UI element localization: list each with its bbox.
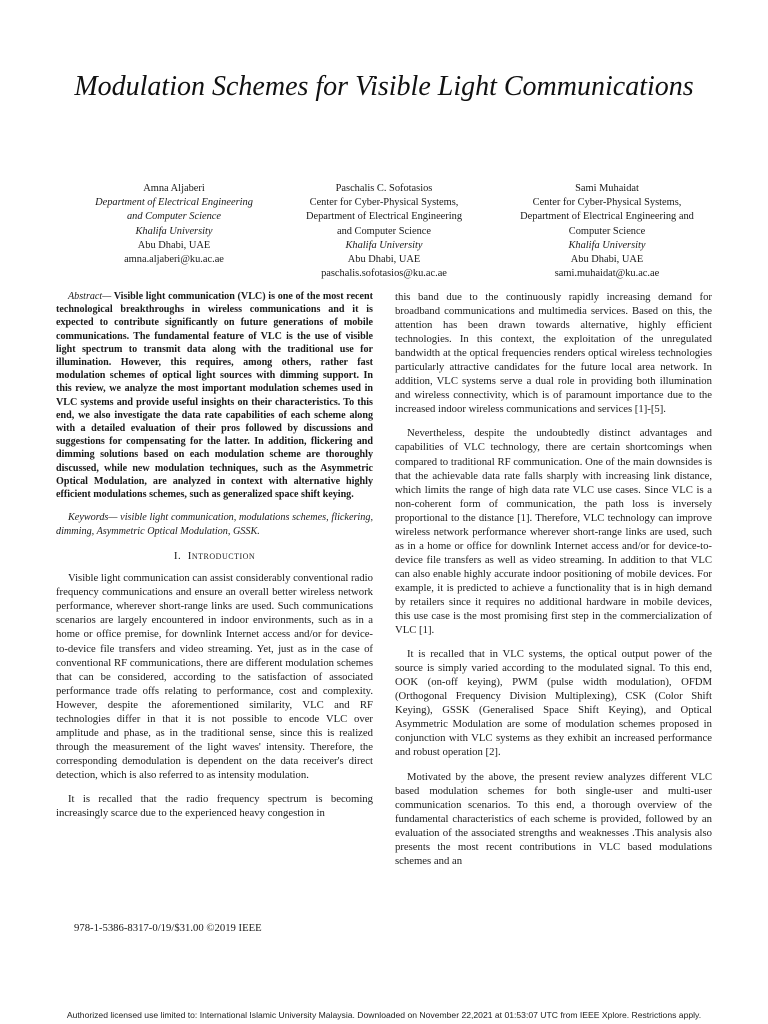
body-paragraph: It is recalled that in VLC systems, the optical output power of the source is simply varied according to the modulated signal. To this end, OOK (on-off keying), PWM (pulse width modulation), OFDM (Orthogonal Frequency Division Multiplexing), CSK (Color Shift Keying), GSSK (Generalised Space Shift Keying), and Optical Asymmetric Modulation are some of modulation schemes proposed in conjunction with VLC systems as they exhibit an increased performance and robust operation [2]. (395, 648, 712, 759)
author-affiliation: Computer Science (568, 225, 646, 237)
author-name: Sami Muhaidat (575, 183, 639, 194)
keywords: Keywords— visible light communication, modulations schemes, flickering, dimming, Asymmetric Optical Modulation, GSSK. (56, 512, 373, 538)
body-paragraph: Nevertheless, despite the undoubtedly distinct advantages and capabilities of VLC technology, there are certain shortcomings when compared to traditional RF communication. One of the main downsides is that the achievable data rate falls sharply with increasing link distance, which limits the range of high data rate VLC use cases. Since VLC is a non-coherent form of communication, the path loss is inversely proportional to the distance [1]. Therefore, VLC technology can improve wireless network performance wherever short-range links are used, such as in a home or office for downlink Internet access and/or for device-to-device file transfers as well as video streaming. In addition to that VLC can also enable highly accurate indoor positioning of mobile devices. For example, it is predicted to achieve a functionality that is in high demand by retailers since it requires no additional hardware in mobile devices, this use case is the most promising first step in the commercialization of VLC [1]. (395, 427, 712, 637)
author-affiliation: Department of Electrical Engineering (305, 211, 463, 223)
paper-title: Modulation Schemes for Visible Light Communications (74, 71, 694, 102)
abstract (56, 290, 373, 501)
author-block-2 (269, 182, 499, 281)
intro-paragraph: It is recalled that the radio frequency spectrum is becoming increasingly scarce due to the experienced heavy congestion in (56, 793, 373, 820)
abstract-text: Visible light communication (VLC) is one of the most recent technological breakthroughs in wireless communications and it is expected to contribute significantly on future generations of mobile communications. The fundamental feature of VLC is the use of visible light spectrum to transmit data along with the traditional use for illumination. However, this requires, among others, rather fast modulation schemes of optical light sources with dimming support. In this review, we analyze the most important modulation schemes used in VLC systems and provide useful insights on their characteristics. To this end, we also investigate the data rate capabilities of each scheme along with a detailed evaluation of their pros followed by discussions and suggestions for compensating for the latter. In addition, flickering and dimming solutions based on each modulation scheme are thoroughly discussed, while new modulation techniques, such as the Asymmetric Optical Modulation, are analyzed in context with alternative highly efficient modulations schemes, such as generalized space shift keying. (56, 291, 373, 501)
right-column (395, 290, 712, 878)
section-number: I. (173, 550, 182, 563)
author-affiliation: Department of Electrical Engineering (95, 197, 253, 209)
license-footer: Authorized licensed use limited to: International Islamic University Malaysia. Downloaded on November 22,2021 at 01:53:07 UTC from IEEE Xplore. Restrictions apply. (66, 1010, 702, 1020)
left-column (56, 290, 373, 830)
intro-paragraph: Visible light communication can assist considerably conventional radio frequency communications and ensure an overall better wireless network performance, wherever short-range links are used. Such communications scenarios are largely encountered in indoor environments, such as in a home or office premise, for downlink Internet access and/or for device-to-device file transfers and video streaming. Yet, just as in the case of conventional RF communications, there are different modulation schemes that can be considered, according to the satisfaction of associated performance trade offs relating to performance, cost and complexity. However, despite the aforementioned similarity, VLC and RF technologies differ in that it is not possible to encode VLC over amplitude and phase, as in the traditional sense, since this is realized through the measurement of the light waves' intensity. Therefore, the corresponding demodulation is dependent on the data receiver's direct detection, which is also referred to as intensity modulation. (56, 572, 373, 781)
author-email: paschalis.sofotasios@ku.ac.ae (321, 268, 447, 280)
section-title: Introduction (187, 550, 256, 563)
author-block-3 (492, 182, 722, 281)
author-email: sami.muhaidat@ku.ac.ae (554, 268, 660, 280)
body-paragraph: this band due to the continuously rapidly increasing demand for broadband communications and multimedia services. Based on this, the attention has been drawn towards alternative, highly efficient technologies. In this context, the exploitation of the unregulated bandwidth at the optical frequencies renders optical wireless technologies particularly attractive candidates for the future local area network. In addition, VLC systems serve a dual role in providing both illumination and wireless connectivity, which is of paramount importance due to the increased indoor wireless communications and services [1]-[5]. (395, 291, 712, 416)
author-email: amna.aljaberi@ku.ac.ae (124, 254, 224, 266)
author-affiliation: and Computer Science (126, 211, 222, 223)
author-location: Abu Dhabi, UAE (347, 254, 421, 266)
author-location: Abu Dhabi, UAE (137, 239, 211, 251)
author-block-1 (59, 182, 289, 267)
author-university: Khalifa University (568, 239, 646, 251)
author-name: Amna Aljaberi (143, 183, 205, 194)
author-affiliation: Department of Electrical Engineering and (520, 211, 694, 223)
author-affiliation: and Computer Science (336, 225, 432, 237)
author-university: Khalifa University (345, 239, 423, 251)
author-location: Abu Dhabi, UAE (570, 254, 644, 266)
section-heading (56, 549, 373, 563)
author-affiliation: Center for Cyber-Physical Systems, (309, 197, 459, 209)
author-affiliation: Center for Cyber-Physical Systems, (532, 197, 682, 209)
author-name: Paschalis C. Sofotasios (335, 183, 433, 194)
copyright-notice: 978-1-5386-8317-0/19/$31.00 ©2019 IEEE (74, 922, 262, 934)
author-affiliation: Khalifa University (135, 225, 213, 237)
body-paragraph: Motivated by the above, the present review analyzes different VLC based modulation schemes for both single-user and multi-user communication scenarios. To this end, a thorough overview of the fundamental characteristics of each scheme is provided, followed by an evaluation of the associated strengths and weaknesses .This analysis also presents the most recent contributions in VLC based modulations schemes and an (395, 770, 712, 867)
abstract-lead: Abstract— (68, 291, 112, 302)
